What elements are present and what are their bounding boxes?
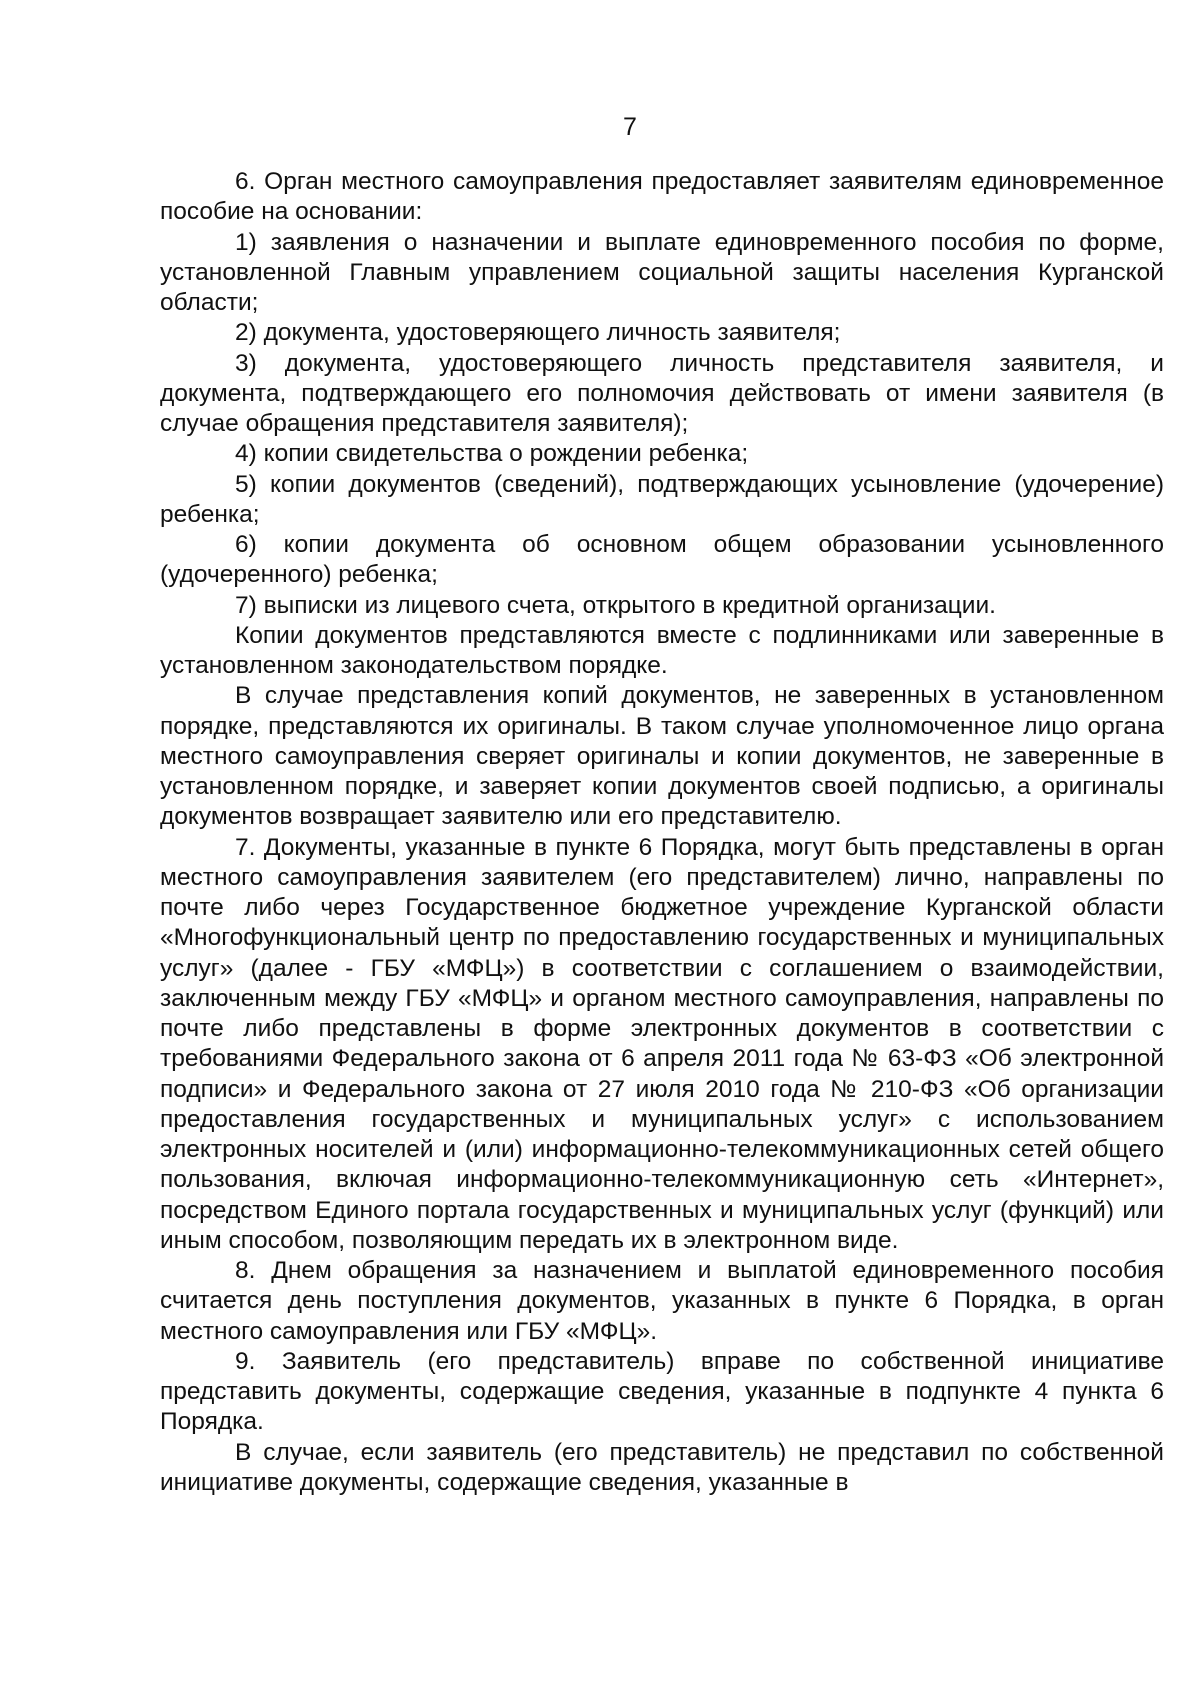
paragraph-9-continuation: В случае, если заявитель (его представитель) не представил по собственной инициативе документы, содержащие сведения, указанные в (160, 1438, 1164, 1496)
document-body (160, 167, 1164, 1498)
list-item-1: 1) заявления о назначении и выплате единовременного пособия по форме, установленной Главным управлением социальной защиты населения Курганской области; (160, 228, 1164, 316)
paragraph-6-intro: 6. Орган местного самоуправления предоставляет заявителям единовременное пособие на основании: (160, 168, 1164, 226)
list-item-7: 7) выписки из лицевого счета, открытого в кредитной организации. (235, 591, 996, 619)
list-item-5: 5) копии документов (сведений), подтверждающих усыновление (удочерение) ребенка; (160, 470, 1164, 528)
paragraph-9: 9. Заявитель (его представитель) вправе по собственной инициативе представить документы, содержащие сведения, указанные в подпункте 4 пункта 6 Порядка. (160, 1347, 1164, 1436)
list-item-4: 4) копии свидетельства о рождении ребенка; (235, 440, 749, 468)
list-item-2: 2) документа, удостоверяющего личность заявителя; (235, 319, 841, 347)
paragraph-originals: В случае представления копий документов, не заверенных в установленном порядке, представляются их оригиналы. В таком случае уполномоченное лицо органа местного самоуправления сверяет оригиналы и копии документов, не заверенные в установленном порядке, и заверяет копии документов своей подписью, а оригиналы документов возвращает заявителю или его представителю. (160, 682, 1164, 831)
paragraph-7: 7. Документы, указанные в пункте 6 Порядка, могут быть представлены в орган местного самоуправления заявителем (его представителем) лично, направлены по почте либо через Государственное бюджетное учреждение Курганской области «Многофункциональный центр по предоставлению государственных и муниципальных услуг» (далее - ГБУ «МФЦ») в соответствии с соглашением о взаимодействии, заключенным между ГБУ «МФЦ» и органом местного самоуправления, направлены по почте либо представлены в форме электронных документов в соответствии с требованиями Федерального закона от 6 апреля 2011 года № 63-ФЗ «Об электронной подписи» и Федерального закона от 27 июля 2010 года № 210-ФЗ «Об организации предоставления государственных и муниципальных услуг» с использованием электронных носителей и (или) информационно-телекоммуникационных сетей общего пользования, включая информационно-телекоммуникационную сеть «Интернет», посредством Единого портала государственных и муниципальных услуг (функций) или иным способом, позволяющим передать их в электронном виде. (160, 833, 1164, 1254)
list-item-6: 6) копии документа об основном общем образовании усыновленного (удочеренного) ребенка; (160, 531, 1164, 589)
page-number: 7 (623, 113, 637, 141)
paragraph-8: 8. Днем обращения за назначением и выплатой единовременного пособия считается день поступления документов, указанных в пункте 6 Порядка, в орган местного самоуправления или ГБУ «МФЦ». (160, 1257, 1164, 1345)
list-item-3: 3) документа, удостоверяющего личность представителя заявителя, и документа, подтверждающего его полномочия действовать от имени заявителя (в случае обращения представителя заявителя); (160, 349, 1164, 437)
paragraph-copies: Копии документов представляются вместе с подлинниками или заверенные в установленном законодательством порядке. (160, 621, 1164, 679)
